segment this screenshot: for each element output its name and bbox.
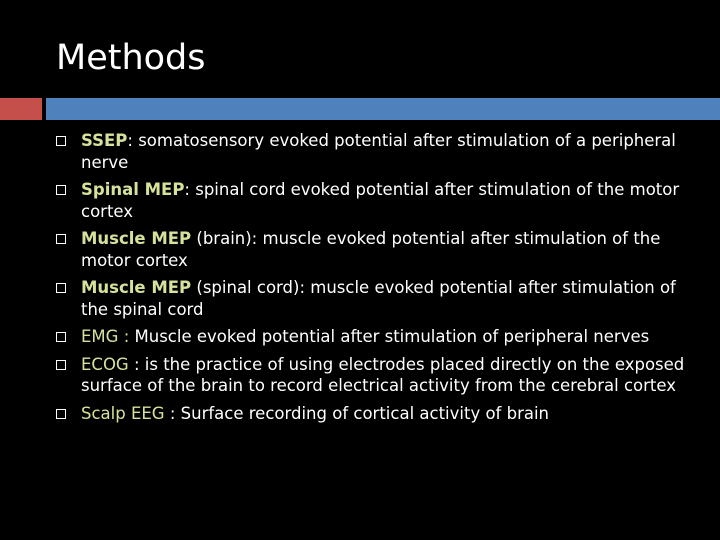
square-bullet-icon [56, 283, 66, 293]
square-bullet-icon [56, 185, 66, 195]
bullet-term: Scalp EEG [81, 403, 165, 423]
bullet-term: SSEP [81, 131, 128, 150]
bullet-text: : somatosensory evoked potential after stimulation of a peripheral nerve [81, 131, 676, 172]
bullet-text: : spinal cord evoked potential after stimulation of the motor cortex [81, 180, 680, 221]
bullet-text: (brain): muscle evoked potential after stimulation of the motor cortex [81, 229, 661, 270]
bullet-item-ecog [56, 354, 696, 397]
square-bullet-icon [56, 409, 66, 419]
bullet-item-muscle-mep-brain [56, 228, 696, 271]
square-bullet-icon [56, 360, 66, 370]
bullet-text: Muscle evoked potential after stimulation of peripheral nerves [129, 327, 650, 346]
slide-title: Methods [56, 38, 206, 78]
bullet-term: ECOG [81, 354, 129, 374]
bullet-text: : Surface recording of cortical activity of brain [164, 403, 550, 423]
bullet-item-emg [56, 326, 696, 348]
square-bullet-icon [56, 234, 66, 244]
bullet-term: EMG : [81, 327, 130, 346]
title-divider-accent-red [0, 98, 42, 120]
bullet-text: (spinal cord): muscle evoked potential after stimulation of the spinal cord [81, 278, 676, 319]
bullet-text: : is the practice of using electrodes placed directly on the exposed surface of the brain to record electrical activity from the cerebral cortex [81, 354, 685, 395]
bullet-list [56, 130, 696, 430]
bullet-item-scalp-eeg [56, 403, 696, 425]
title-divider-accent-blue [46, 98, 720, 120]
bullet-term: Spinal MEP [81, 180, 185, 199]
bullet-term: Muscle MEP [81, 229, 192, 248]
square-bullet-icon [56, 332, 66, 342]
bullet-item-muscle-mep-spinal-cord [56, 277, 696, 320]
square-bullet-icon [56, 136, 66, 146]
bullet-item-ssep [56, 130, 696, 173]
bullet-term: Muscle MEP [81, 278, 192, 297]
bullet-item-spinal-mep [56, 179, 696, 222]
